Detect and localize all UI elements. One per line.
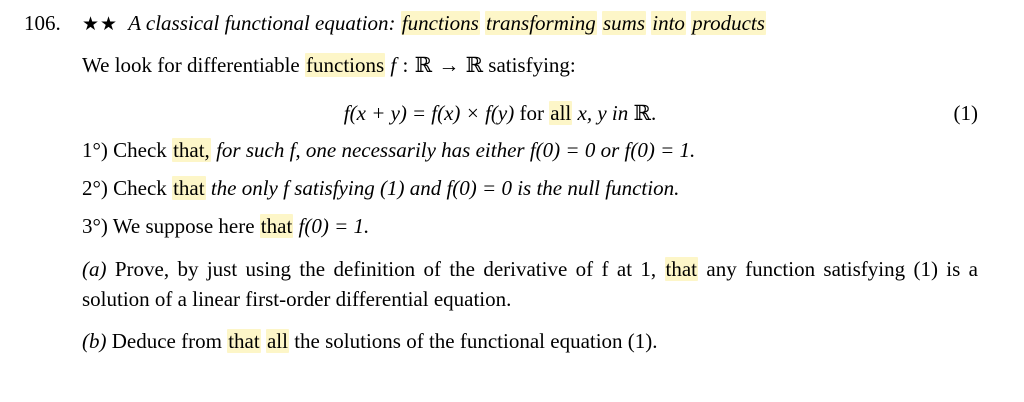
question-1-part-1: Check	[113, 138, 173, 162]
exercise-title-word-1: functions	[401, 11, 479, 35]
question-1-part-3: for such f, one necessarily has either f(0) = 0 or f(0) = 1.	[210, 138, 696, 162]
question-1	[82, 134, 978, 166]
exercise-title-word-2: transforming	[486, 11, 596, 35]
subquestion-b	[82, 326, 978, 356]
question-2-part-3: the only f satisfying (1) and f(0) = 0 is the null function.	[205, 176, 680, 200]
display-equation-row	[82, 98, 978, 128]
intro-function-symbol: f	[385, 53, 397, 77]
intro-domain: ℝ	[414, 53, 433, 77]
equation-highlight-all: all	[550, 101, 572, 125]
equation-period: .	[650, 101, 657, 125]
subquestion-a-part-3: any function satisfying (1) is a solution of a linear first-order differential equation.	[82, 257, 979, 311]
subquestion-b-part-1: Deduce from	[106, 329, 228, 353]
subquestion-a-marker: (a)	[82, 257, 107, 281]
equation-variables: x, y in	[572, 101, 634, 125]
intro-before: We look for differentiable	[82, 53, 306, 77]
equation-for: for	[514, 101, 550, 125]
difficulty-stars-icon: ★★	[82, 14, 119, 35]
exercise-title-word-5: products	[692, 11, 765, 35]
question-2-highlight: that	[173, 176, 205, 200]
intro-codomain: ℝ	[465, 53, 484, 77]
equation-rhs: f(x) × f(y)	[431, 101, 515, 125]
question-3-marker: 3°)	[82, 214, 108, 238]
question-2-marker: 2°)	[82, 176, 108, 200]
question-3-highlight: that	[260, 214, 293, 238]
subquestion-a	[82, 254, 978, 314]
subquestion-a-highlight: that	[665, 257, 698, 281]
intro-paragraph	[82, 50, 978, 80]
subquestion-b-part-5: the solutions of the functional equation (1).	[288, 329, 658, 353]
equation-tag: (1)	[953, 101, 978, 125]
equation-set: ℝ	[633, 101, 651, 125]
exercise-block	[24, 8, 978, 356]
question-1-highlight: that,	[173, 138, 210, 162]
exercise-title-lead-text: A classical functional equation:	[128, 11, 396, 35]
equation-equals: =	[413, 101, 426, 125]
exercise-title	[82, 8, 978, 40]
intro-highlight-functions: functions	[306, 53, 385, 77]
subquestion-a-part-1: Prove, by just using the definition of the derivative of f at 1,	[106, 257, 665, 281]
subquestion-b-marker: (b)	[82, 329, 107, 353]
intro-colon: :	[397, 53, 414, 77]
question-3-part-3: f(0) = 1.	[293, 214, 370, 238]
question-1-marker: 1°)	[82, 138, 108, 162]
question-3	[82, 210, 978, 242]
equation-lhs: f(x + y)	[343, 101, 407, 125]
exercise-number: 106.	[24, 11, 61, 35]
intro-arrow-icon: →	[433, 53, 465, 77]
exercise-title-word-4: into	[652, 11, 685, 35]
subquestion-b-highlight-2: all	[266, 329, 288, 353]
question-2-part-1: Check	[113, 176, 173, 200]
question-2	[82, 172, 978, 204]
exercise-body	[82, 8, 978, 356]
subquestion-b-highlight-1: that	[228, 329, 260, 353]
intro-after: satisfying:	[483, 53, 576, 77]
question-3-part-1: We suppose here	[112, 214, 260, 238]
exercise-title-word-3: sums	[602, 11, 645, 35]
display-equation	[82, 98, 918, 128]
